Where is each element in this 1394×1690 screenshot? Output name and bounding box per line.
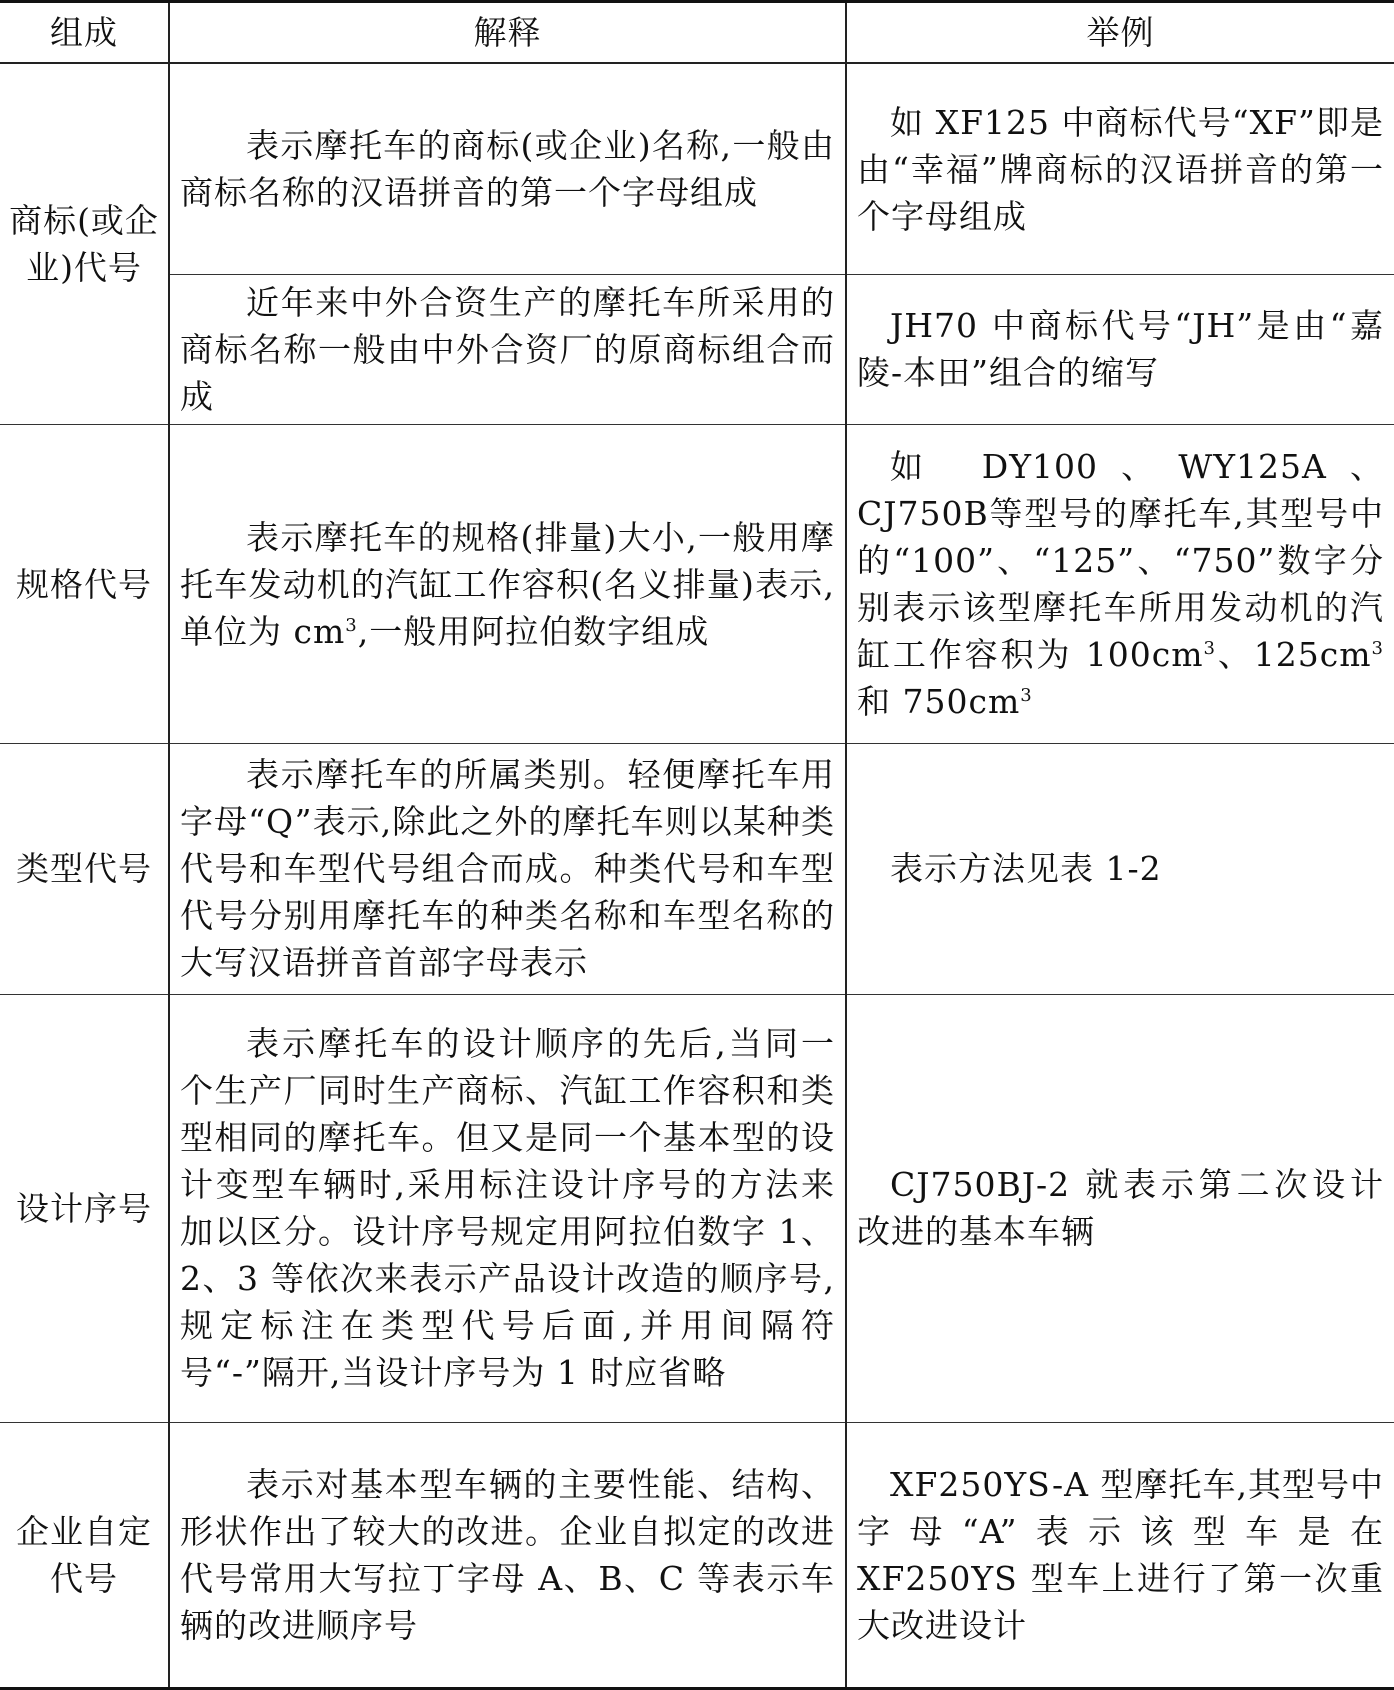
table-row xyxy=(0,1423,1394,1689)
explanation-cell: 表示摩托车的设计顺序的先后,当同一个生产厂同时生产商标、汽缸工作容积和类型相同的摩托车。但又是同一个基本型的设计变型车辆时,采用标注设计序号的方法来加以区分。设计序号规定用阿拉伯数字 1、2、3 等依次来表示产品设计改造的顺序号,规定标注在类型代号后面,并用间隔符号“-”隔开,当设计序号为 1 时应省略 xyxy=(169,994,846,1422)
example-cell: JH70 中商标代号“JH”是由“嘉陵-本田”组合的缩写 xyxy=(846,274,1394,424)
superscript: 3 xyxy=(1020,685,1033,707)
table-row xyxy=(0,994,1394,1422)
table-row xyxy=(0,424,1394,744)
example-cell: 表示方法见表 1-2 xyxy=(846,744,1394,994)
explanation-text: 表示摩托车的规格(排量)大小,一般用摩托车发动机的汽缸工作容积(名义排量)表示,单位为 cm xyxy=(180,517,835,651)
explanation-text: ,一般用阿拉伯数字组成 xyxy=(357,611,710,651)
table-header-row xyxy=(0,2,1394,64)
component-cell: 设计序号 xyxy=(0,994,169,1422)
example-cell: 如 XF125 中商标代号“XF”即是由“幸福”牌商标的汉语拼音的第一个字母组成 xyxy=(846,63,1394,274)
explanation-cell xyxy=(169,424,846,744)
component-cell: 规格代号 xyxy=(0,424,169,744)
component-cell: 商标(或企业)代号 xyxy=(0,63,169,424)
component-cell: 企业自定代号 xyxy=(0,1423,169,1689)
example-text: 、125cm xyxy=(1215,635,1372,675)
example-text: 如 DY100、WY125A、CJ750B等型号的摩托车,其型号中的“100”、“125”、“750”数字分别表示该型摩托车所用发动机的汽缸工作容积为 100cm xyxy=(857,447,1384,675)
table-row xyxy=(0,744,1394,994)
explanation-cell: 近年来中外合资生产的摩托车所采用的商标名称一般由中外合资厂的原商标组合而成 xyxy=(169,274,846,424)
header-explanation: 解释 xyxy=(169,2,846,64)
header-example: 举例 xyxy=(846,2,1394,64)
header-component: 组成 xyxy=(0,2,169,64)
superscript: 3 xyxy=(345,614,358,636)
example-cell: CJ750BJ-2 就表示第二次设计改进的基本车辆 xyxy=(846,994,1394,1422)
explanation-cell: 表示对基本型车辆的主要性能、结构、形状作出了较大的改进。企业自拟定的改进代号常用大写拉丁字母 A、B、C 等表示车辆的改进顺序号 xyxy=(169,1423,846,1689)
example-cell xyxy=(846,424,1394,744)
table-row xyxy=(0,63,1394,274)
superscript: 3 xyxy=(1203,638,1216,660)
table-row xyxy=(0,274,1394,424)
explanation-cell: 表示摩托车的所属类别。轻便摩托车用字母“Q”表示,除此之外的摩托车则以某种类代号和车型代号组合而成。种类代号和车型代号分别用摩托车的种类名称和车型名称的大写汉语拼音首部字母表示 xyxy=(169,744,846,994)
explanation-cell: 表示摩托车的商标(或企业)名称,一般由商标名称的汉语拼音的第一个字母组成 xyxy=(169,63,846,274)
superscript: 3 xyxy=(1371,638,1384,660)
example-cell: XF250YS-A 型摩托车,其型号中字母“A”表示该型车是在 XF250YS 型车上进行了第一次重大改进设计 xyxy=(846,1423,1394,1689)
component-cell: 类型代号 xyxy=(0,744,169,994)
example-text: 和 750cm xyxy=(857,682,1021,722)
